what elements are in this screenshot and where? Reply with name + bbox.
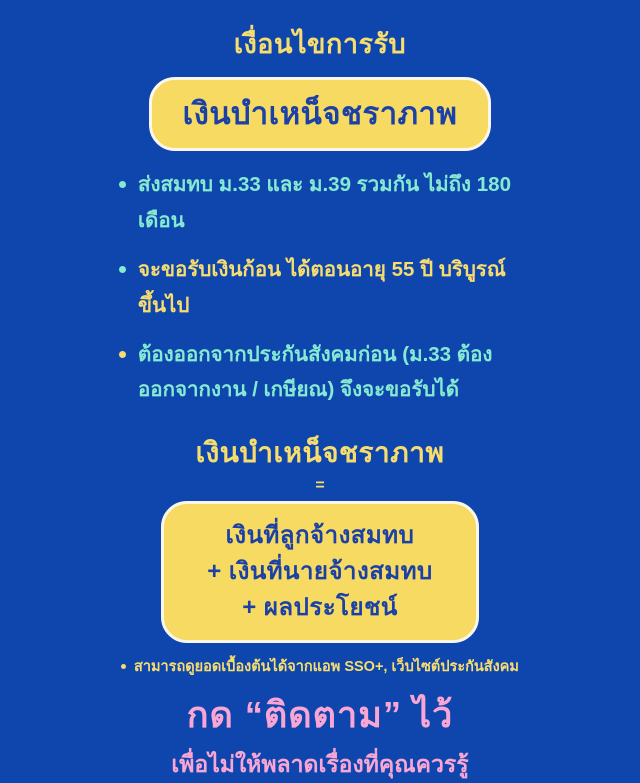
conditions-list	[119, 167, 521, 421]
sum-component: เงินที่ลูกจ้างสมทบ	[225, 522, 415, 550]
condition-item	[119, 337, 521, 409]
follow-cta: กด “ติดตาม” ไว้	[186, 694, 454, 736]
note-row	[121, 655, 519, 678]
page-title: เงื่อนไขการรับ	[233, 29, 407, 59]
pension-banner-label: เงินบำเหน็จชราภาพ	[182, 96, 458, 131]
note-text: สามารถดูยอดเบื้องต้นได้จากแอพ SSO+, เว็บไซต์ประกันสังคม	[133, 659, 519, 676]
condition-text: จะขอรับเงินก้อน ได้ตอนอายุ 55 ปี บริบูรณ์ขึ้นไป	[138, 257, 506, 317]
follow-cta-subtitle: เพื่อไม่ให้พลาดเรื่องที่คุณควรรู้	[171, 751, 469, 778]
formula-heading: เงินบำเหน็จชราภาพ	[195, 437, 445, 469]
condition-item	[119, 167, 521, 239]
condition-item	[119, 252, 521, 324]
condition-text: ต้องออกจากประกันสังคมก่อน (ม.33 ต้องออกจากงาน / เกษียณ) จึงจะขอรับได้	[138, 342, 493, 402]
equals-sign: =	[315, 477, 325, 495]
sum-component: + เงินที่นายจ้างสมทบ	[207, 558, 433, 586]
note-dot-icon	[121, 664, 126, 669]
condition-text: ส่งสมทบ ม.33 และ ม.39 รวมกัน ไม่ถึง 180 เดือน	[138, 173, 511, 232]
bullet-dot-icon	[119, 266, 126, 273]
formula-sum-box	[161, 501, 479, 643]
sum-component: + ผลประโยชน์	[242, 594, 398, 622]
bullet-dot-icon	[119, 351, 126, 358]
pension-banner	[149, 77, 491, 151]
bullet-dot-icon	[119, 181, 126, 188]
